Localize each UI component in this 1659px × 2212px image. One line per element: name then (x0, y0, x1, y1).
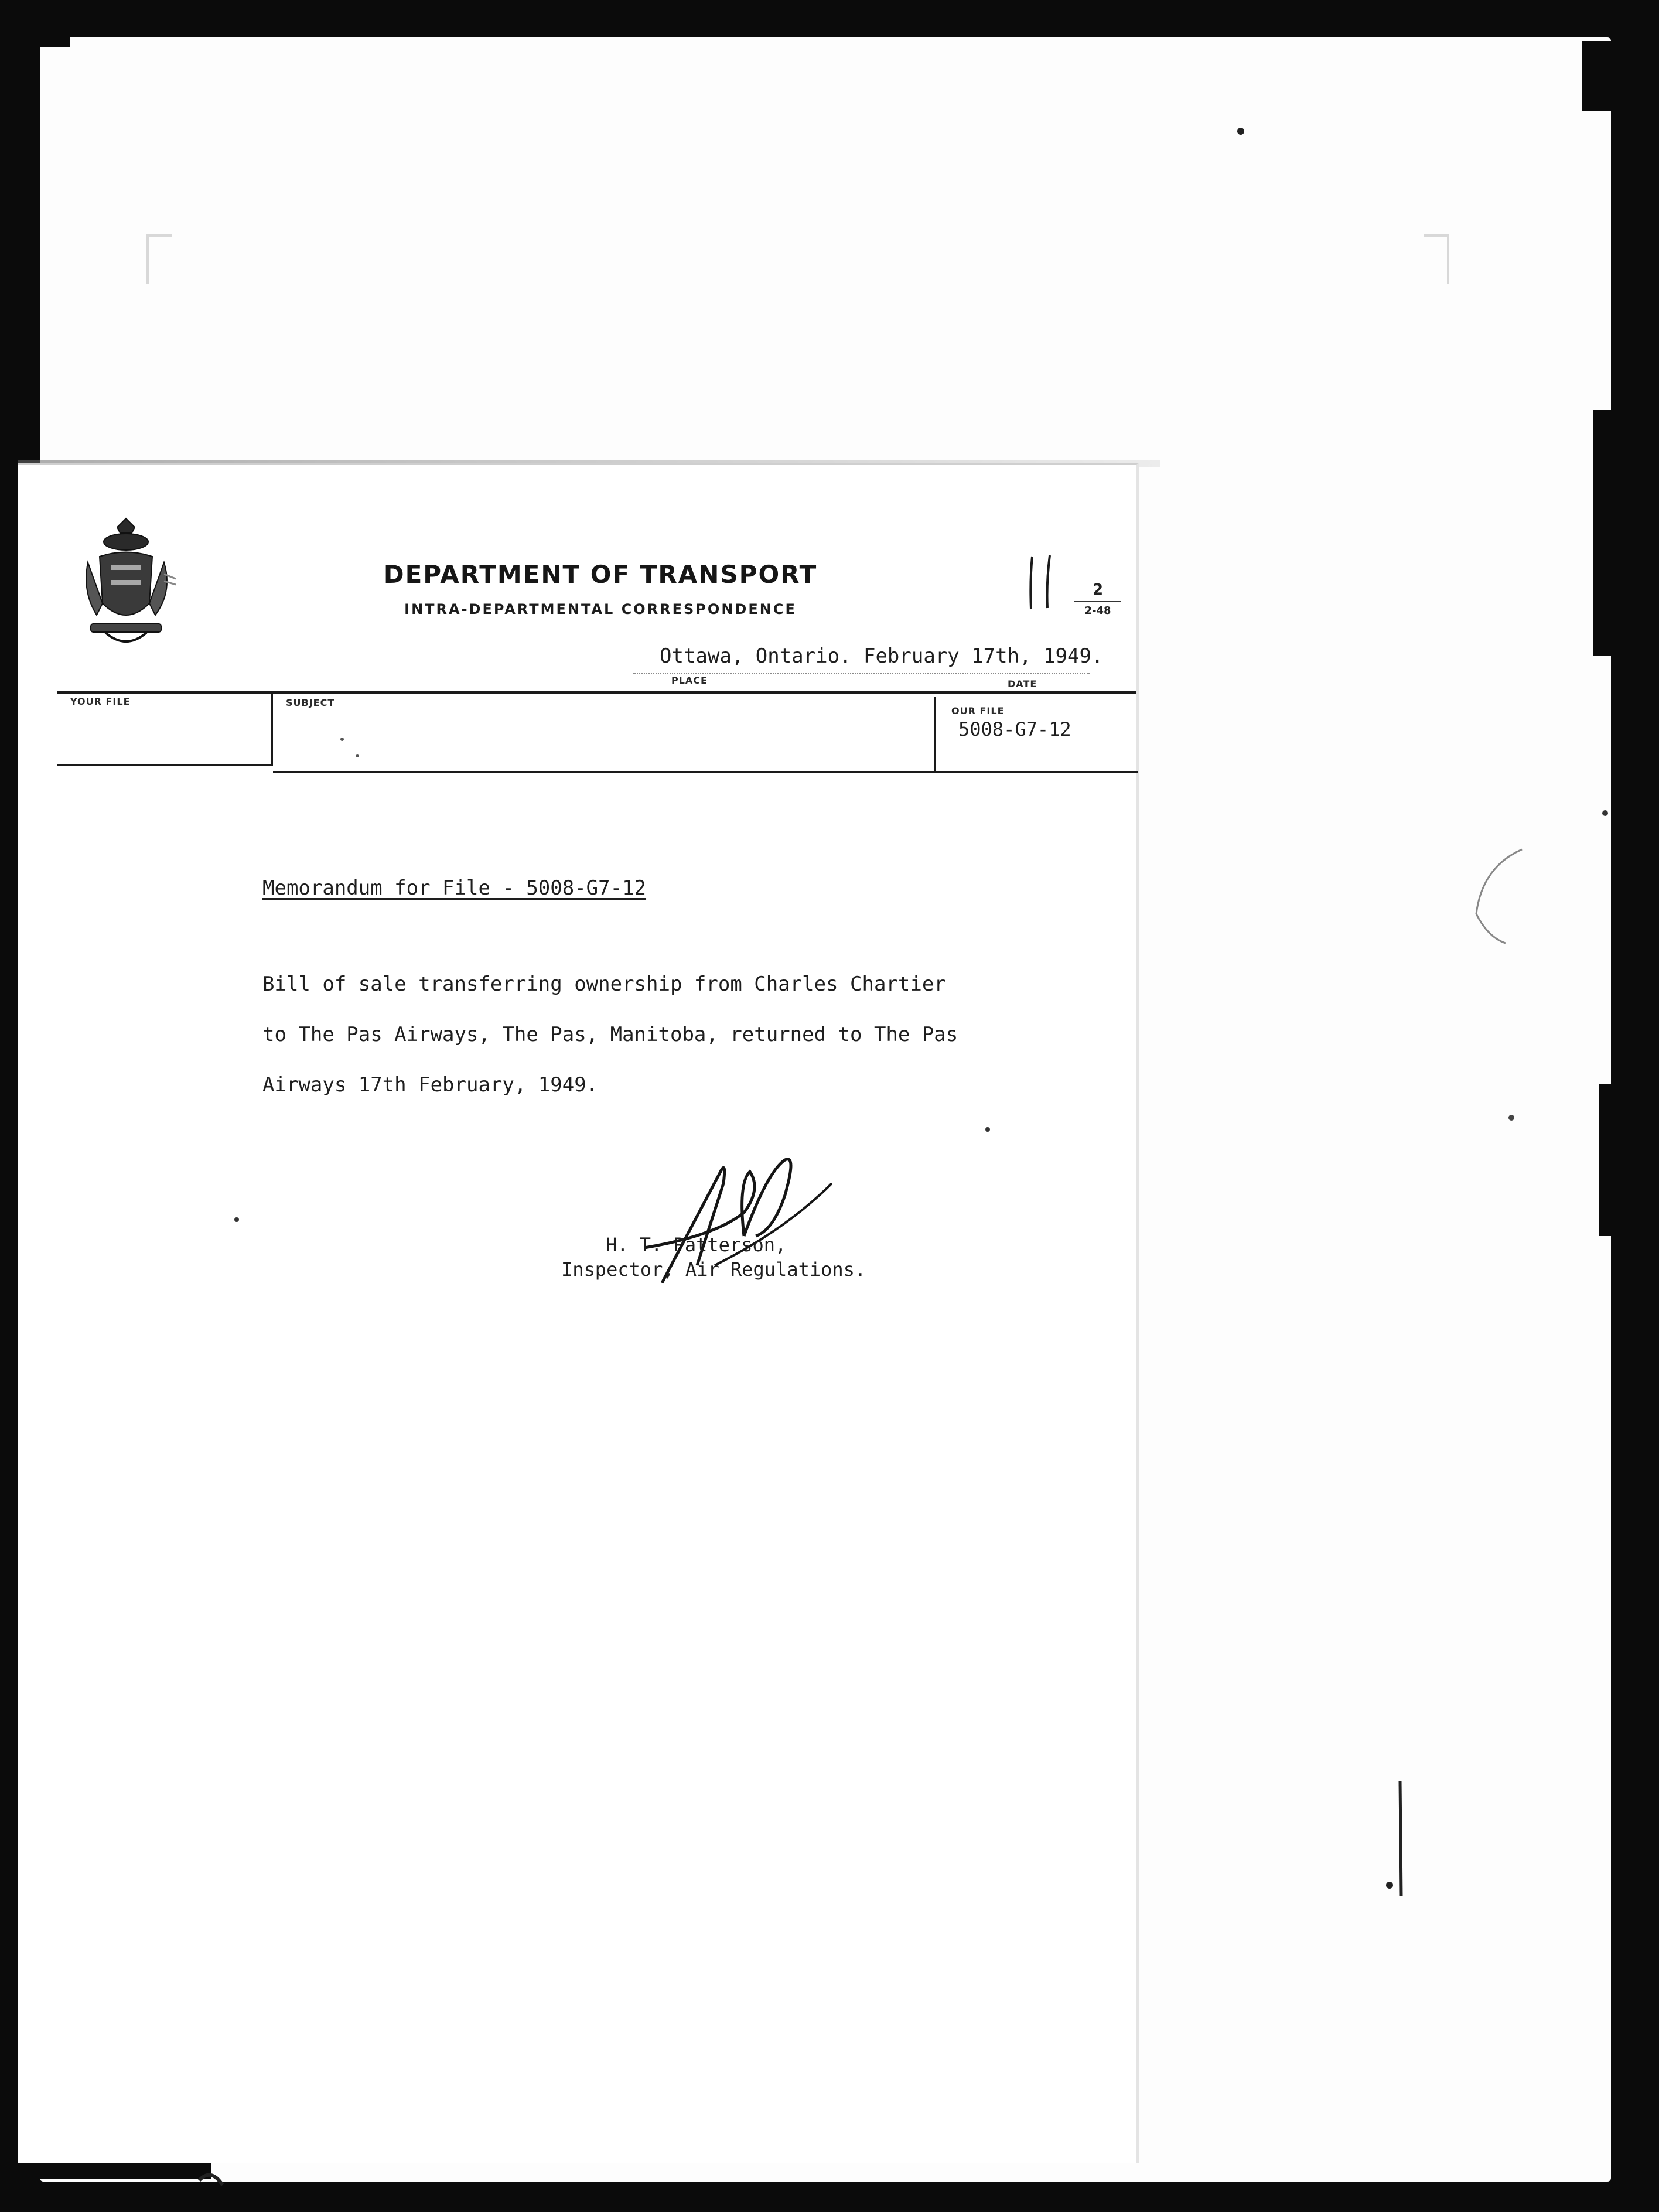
memo-heading: Memorandum for File - 5008-G7-12 (262, 876, 647, 900)
signatory-name: H. T. Patterson, (606, 1234, 787, 1256)
department-subtitle: INTRA-DEPARTMENTAL CORRESPONDENCE (404, 601, 797, 617)
memo-body-line: to The Pas Airways, The Pas, Manitoba, returned to The Pas (262, 1023, 958, 1046)
memo-body-line: Airways 17th February, 1949. (262, 1073, 599, 1097)
department-title: DEPARTMENT OF TRANSPORT (383, 560, 818, 589)
memo-body-line: Bill of sale transferring ownership from Charles Chartier (262, 972, 946, 996)
form-revision: 2-48 (1084, 605, 1111, 617)
subject-label: SUBJECT (286, 697, 335, 708)
form-number: 2 (1074, 581, 1121, 602)
date-label: DATE (1008, 678, 1037, 689)
our-file-label: OUR FILE (951, 705, 1005, 716)
our-file-value: 5008-G7-12 (958, 718, 1071, 740)
place-label: PLACE (671, 675, 708, 686)
signatory-title: Inspector, Air Regulations. (561, 1258, 866, 1281)
place-date-line: Ottawa, Ontario. February 17th, 1949. (660, 644, 1104, 668)
your-file-label: YOUR FILE (70, 696, 131, 707)
